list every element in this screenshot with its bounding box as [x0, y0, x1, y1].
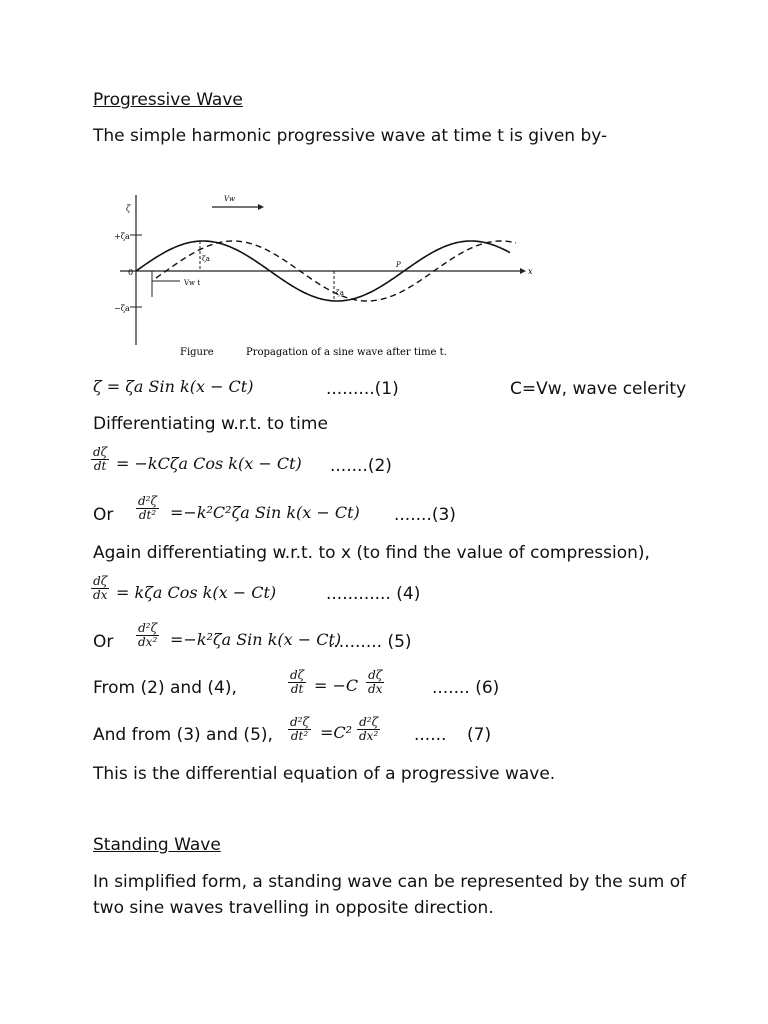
- point-p-label: P: [396, 261, 401, 269]
- equation-6-middle: = −C: [314, 676, 359, 695]
- equation-5-fraction: [136, 622, 159, 649]
- equation-4-fraction: [91, 575, 109, 602]
- standing-wave-paragraph-line-2: two sine waves travelling in opposite direction.: [93, 898, 494, 918]
- equation-3-numerator: d²ζ: [138, 494, 157, 508]
- conclusion-paragraph: This is the differential equation of a progressive wave.: [93, 764, 556, 784]
- equation-3-denominator: dt²: [138, 508, 157, 522]
- equation-6-fraction-2-denominator: dx: [368, 682, 383, 696]
- differentiating-time-text: Differentiating w.r.t. to time: [93, 414, 328, 434]
- equation-2-fraction: [91, 446, 109, 473]
- vw-arrow-head: [258, 204, 264, 210]
- zeta-bottom-label: ζa: [336, 289, 344, 297]
- equation-7-fraction-1-denominator: dt²: [290, 729, 309, 743]
- equation-6-lead: From (2) and (4),: [93, 678, 237, 698]
- equation-2-number: .......(2): [330, 456, 392, 476]
- equation-6-fraction-1-numerator: dζ: [290, 668, 305, 682]
- equation-6-fraction-2-numerator: dζ: [368, 668, 383, 682]
- wave-celerity-note: C=Vw, wave celerity: [510, 379, 687, 399]
- zeta-axis-label: ζ: [126, 204, 131, 213]
- equation-5-denominator: dx²: [138, 635, 158, 649]
- equation-3-or: Or: [93, 505, 114, 525]
- wave-propagation-figure: [100, 185, 540, 365]
- differentiating-x-text: Again differentiating w.r.t. to x (to find the value of compression),: [93, 543, 650, 563]
- equation-7-fraction-1-numerator: d²ζ: [290, 715, 309, 729]
- equation-4-numerator: dζ: [93, 574, 108, 588]
- equation-1-number: .........(1): [326, 379, 399, 399]
- equation-7-fraction-2-denominator: dx²: [359, 729, 379, 743]
- equation-5-number: .......... (5): [328, 632, 412, 652]
- equation-2-denominator: dt: [93, 459, 107, 473]
- equation-7-lead: And from (3) and (5),: [93, 725, 273, 745]
- equation-7-fraction-1: [288, 716, 311, 743]
- vw-label: Vw: [224, 195, 236, 203]
- equation-7-fraction-2-numerator: d²ζ: [359, 715, 379, 729]
- equation-5-or: Or: [93, 632, 114, 652]
- equation-5-numerator: d²ζ: [138, 621, 158, 635]
- equation-7-middle: =C²: [320, 723, 353, 742]
- equation-6-number: ....... (6): [432, 678, 500, 698]
- origin-label: 0: [128, 268, 134, 277]
- figure-caption-label: Figure: [180, 347, 214, 358]
- equation-6-fraction-1: [288, 669, 306, 696]
- plus-zeta-label: +ζa: [114, 232, 130, 241]
- equation-4-number: ............ (4): [326, 584, 421, 604]
- figure-caption-text: Propagation of a sine wave after time t.: [246, 347, 447, 358]
- equation-7-dots: ......: [414, 725, 447, 745]
- equation-6-fraction-1-denominator: dt: [290, 682, 304, 696]
- section-heading-standing-wave: Standing Wave: [93, 835, 221, 855]
- equation-4-rhs: = kζa Cos k(x − Ct): [116, 583, 277, 602]
- minus-zeta-label: −ζa: [114, 304, 130, 313]
- x-axis-label: x: [528, 267, 533, 276]
- equation-3-number: .......(3): [394, 505, 456, 525]
- equation-3-fraction: [136, 495, 159, 522]
- section-heading-progressive-wave: Progressive Wave: [93, 90, 243, 110]
- equation-5-rhs: =−k²ζa Sin k(x − Ct): [170, 630, 342, 649]
- equation-2-numerator: dζ: [93, 445, 108, 459]
- equation-6-fraction-2: [366, 669, 384, 696]
- equation-7-number: (7): [467, 725, 492, 745]
- equation-1: ζ = ζa Sin k(x − Ct): [93, 377, 254, 396]
- x-axis-arrow: [520, 268, 526, 274]
- standing-wave-paragraph-line-1: In simplified form, a standing wave can be represented by the sum of: [93, 872, 687, 892]
- equation-4-denominator: dx: [93, 588, 108, 602]
- vwt-label: Vw t: [184, 279, 201, 287]
- intro-paragraph: The simple harmonic progressive wave at time t is given by-: [93, 126, 608, 146]
- zeta-top-label: ζa: [202, 255, 210, 263]
- equation-7-fraction-2: [357, 716, 380, 743]
- equation-2-rhs: = −kCζa Cos k(x − Ct): [116, 454, 302, 473]
- equation-3-rhs: =−k²C²ζa Sin k(x − Ct): [170, 503, 360, 522]
